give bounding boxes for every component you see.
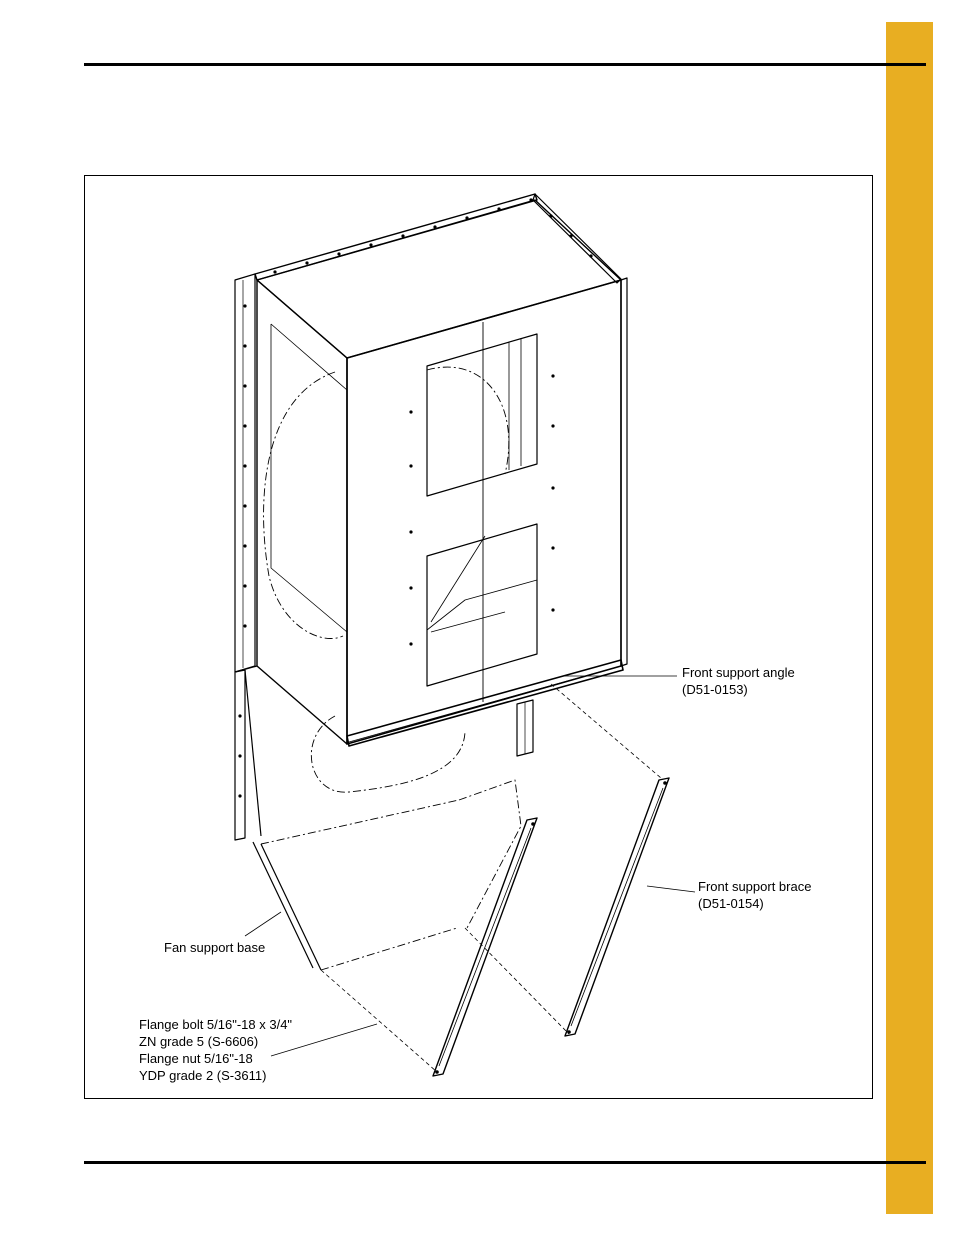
hardware-line: Flange bolt 5/16"-18 x 3/4" xyxy=(139,1017,293,1032)
alignment-lines xyxy=(321,684,661,1072)
footer-rule xyxy=(84,1161,926,1164)
hardware-line: ZN grade 5 (S-6606) xyxy=(139,1034,259,1049)
callout-front-support-brace xyxy=(698,878,811,912)
fan-support-base xyxy=(253,716,521,970)
front-support-brace-right xyxy=(565,778,669,1036)
header-rule xyxy=(84,63,926,66)
right-flange xyxy=(621,278,627,666)
callout-front-support-angle xyxy=(682,664,795,698)
section-tab xyxy=(886,22,933,1214)
callout-part-number: (D51-0153) xyxy=(682,682,748,697)
callout-hardware xyxy=(139,1016,292,1084)
front-lower-opening xyxy=(427,524,537,686)
callout-part-number: (D51-0154) xyxy=(698,896,764,911)
top-flange xyxy=(255,194,621,283)
callout-name: Front support angle xyxy=(682,665,795,680)
hardware-line: Flange nut 5/16"-18 xyxy=(139,1051,253,1066)
callout-fan-support-base xyxy=(164,939,265,956)
hardware-line: YDP grade 2 (S-3611) xyxy=(139,1068,267,1083)
callout-name: Front support brace xyxy=(698,879,812,894)
side-fan-opening xyxy=(264,372,343,639)
front-support-angle xyxy=(347,660,623,746)
assembly-drawing xyxy=(85,176,874,1100)
front-support-brace-left xyxy=(433,818,537,1076)
front-upper-opening xyxy=(427,334,537,496)
box-top-face xyxy=(257,200,621,358)
callout-name: Fan support base xyxy=(164,940,266,955)
box-side-face xyxy=(257,280,347,744)
exploded-assembly-figure xyxy=(84,175,873,1099)
flange-holes xyxy=(238,198,592,797)
